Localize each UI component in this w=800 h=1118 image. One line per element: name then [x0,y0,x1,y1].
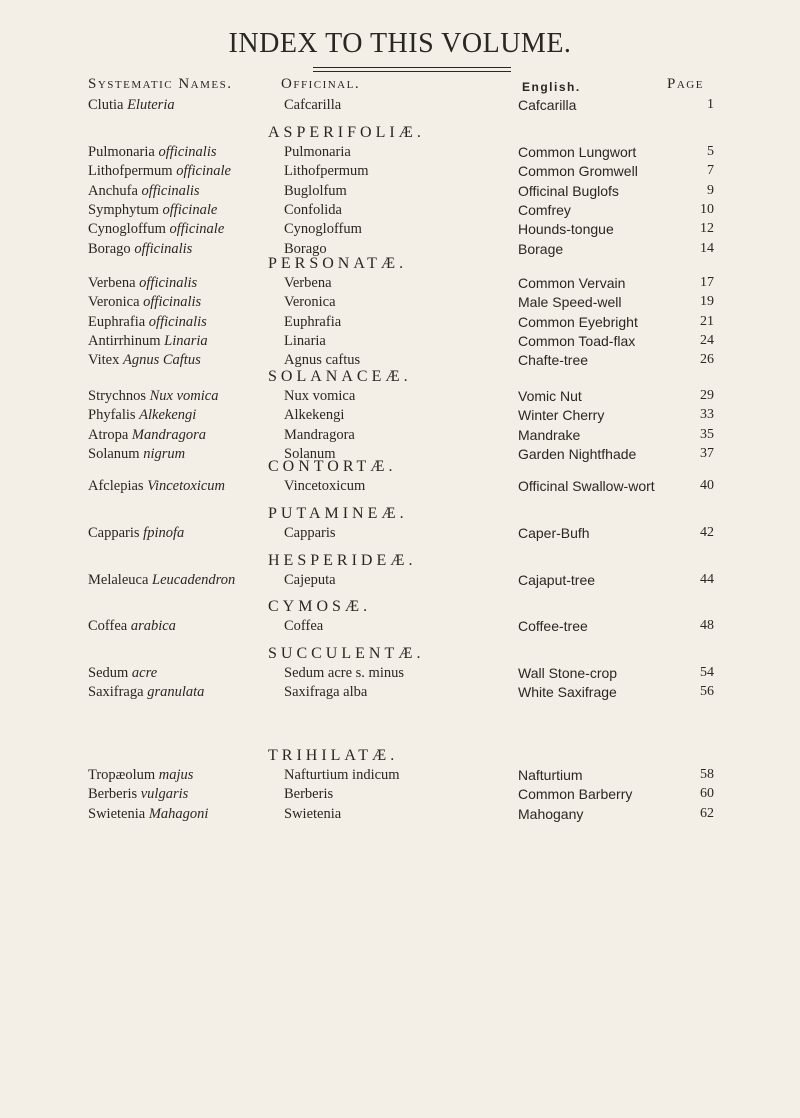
species: Leucadendron [152,572,236,588]
title-rule-lower [313,71,511,72]
systematic-name [88,786,188,803]
english-name: Chafte-tree [518,352,589,369]
systematic-name [88,427,206,444]
genus: Sedum [88,665,129,681]
genus: Symphytum [88,201,159,218]
officinal-name: Solanum [284,445,336,462]
systematic-name [88,407,196,424]
genus: Melaleuca [88,572,149,588]
officinal-name: Cynogloffum [284,221,362,238]
systematic-name [88,806,208,823]
officinal-name: Alkekengi [284,407,345,424]
english-name: Common Lungwort [518,144,637,160]
species: Agnus Caftus [122,352,201,369]
systematic-name [88,275,197,292]
species: officinale [169,221,225,238]
page-number: 60 [700,786,714,802]
species: fpinofa [143,525,185,541]
officinal-name: Linaria [284,332,326,349]
page-title: INDEX TO THIS VOLUME. [228,28,572,59]
officinal-name: Vincetoxicum [284,478,366,494]
officinal-name: Euphrafia [284,313,342,330]
officinal-name: Verbena [284,275,332,291]
officinal-name: Veronica [284,294,336,311]
genus: Strychnos [88,388,146,404]
species: officinalis [148,313,207,330]
genus: Solanum [88,445,140,462]
family-heading: CYMOSÆ. [268,598,372,615]
systematic-name [88,446,185,463]
genus: Cynogloffum [88,221,166,238]
systematic-name [88,314,207,331]
english-name: Common Vervain [518,275,626,291]
family-heading: SUCCULENTÆ. [268,645,425,662]
genus: Phyfalis [88,407,136,424]
systematic-name [88,294,201,311]
page-number: 5 [707,144,714,159]
systematic-name [88,241,192,258]
officinal-name: Cajeputa [284,572,336,588]
species: Vincetoxicum [147,478,226,494]
systematic-name [88,388,218,405]
genus: Saxifraga [88,684,144,701]
systematic-name [88,767,193,784]
english-name: Mandrake [518,426,581,443]
header-english: English. [522,80,581,94]
page-number: 1 [707,97,714,112]
family-heading: ASPERIFOLIÆ. [268,124,425,141]
species: officinalis [139,275,198,291]
systematic-name [88,684,204,701]
english-name: Common Toad-flax [518,332,636,349]
genus: Atropa [88,426,129,443]
species: officinalis [158,144,217,160]
english-name: Mahogany [518,805,584,822]
genus: Lithofpermum [88,163,173,180]
family-heading: TRIHILATÆ. [268,747,399,764]
page-number: 24 [700,332,714,348]
genus: Euphrafia [88,313,146,330]
species: officinalis [141,182,200,199]
index-row [0,684,800,706]
species: officinale [162,201,218,218]
officinal-name: Mandragora [284,426,355,443]
page-number: 7 [707,163,714,179]
page-number: 54 [700,665,714,680]
genus: Pulmonaria [88,144,155,160]
officinal-name: Lithofpermum [284,163,369,180]
index-row [0,618,800,640]
systematic-name [88,333,208,350]
page-number: 58 [700,767,714,782]
systematic-name [88,572,235,589]
systematic-name [88,665,157,682]
index-row [0,572,800,594]
systematic-name [88,97,175,114]
species: Alkekengi [139,407,197,424]
english-name: Common Gromwell [518,163,638,180]
family-heading: PUTAMINEÆ. [268,505,408,522]
page-number: 26 [700,352,714,368]
officinal-name: Confolida [284,201,342,218]
header-systematic: Systematic Names. [88,76,233,92]
page-number: 21 [700,313,714,329]
officinal-name: Nafturtium indicum [284,767,400,783]
genus: Tropæolum [88,767,156,783]
english-name: Cajaput-tree [518,572,596,588]
systematic-name [88,202,217,219]
page-number: 29 [700,388,714,403]
species: majus [158,767,194,783]
officinal-name: Sedum acre s. minus [284,665,405,681]
english-name: Nafturtium [518,767,583,783]
page-number: 14 [700,240,714,256]
family-heading: HESPERIDEÆ. [268,552,417,569]
genus: Swietenia [88,805,146,822]
family-heading: SOLANACEÆ. [268,368,412,385]
english-name: Common Eyebright [518,313,638,330]
genus: Capparis [88,525,140,541]
page-number: 37 [700,445,714,461]
systematic-name [88,144,216,161]
page-number: 56 [700,684,714,700]
species: vulgaris [140,786,189,803]
english-name: White Saxifrage [518,684,617,701]
officinal-name: Pulmonaria [284,144,351,160]
page-number: 62 [700,805,714,821]
genus: Verbena [88,275,136,291]
genus: Afclepias [88,478,144,494]
species: officinale [176,163,231,180]
species: nigrum [143,445,186,462]
species: acre [131,665,158,681]
officinal-name: Coffea [284,618,324,634]
genus: Veronica [88,294,140,311]
family-heading: PERSONATÆ. [268,255,408,272]
systematic-name [88,618,176,635]
page-number: 40 [700,478,714,493]
officinal-name: Buglolfum [284,182,347,199]
systematic-name [88,221,224,238]
index-row [0,525,800,547]
english-name: Winter Cherry [518,407,605,424]
officinal-name: Saxifraga alba [284,684,368,701]
officinal-name: Cafcarilla [284,97,342,113]
english-name: Comfrey [518,201,571,218]
english-name: Male Speed-well [518,294,622,311]
page-number: 42 [700,525,714,540]
index-row [0,446,800,468]
index-row [0,478,800,500]
english-name: Garden Nightfhade [518,445,637,462]
english-name: Common Barberry [518,786,633,803]
officinal-name: Capparis [284,525,336,541]
systematic-name [88,478,225,495]
genus: Anchufa [88,182,138,199]
page-number: 44 [700,572,714,587]
species: officinalis [143,294,202,311]
officinal-name: Nux vomica [284,388,356,404]
species: granulata [147,684,205,701]
page-number: 10 [700,201,714,217]
species: Mandragora [131,426,207,443]
english-name: Hounds-tongue [518,221,614,238]
index-row-top [0,97,800,119]
page-number: 19 [700,294,714,310]
genus: Coffea [88,618,128,634]
english-name: Officinal Buglofs [518,182,619,199]
systematic-name [88,163,231,180]
page-number: 48 [700,618,714,633]
header-officinal: Officinal. [281,76,361,92]
english-name: Wall Stone-crop [518,665,618,681]
species: arabica [130,618,176,634]
english-name: Borage [518,240,564,257]
family-heading: CONTORTÆ. [268,458,397,475]
english-name: Caper-Bufh [518,525,590,541]
genus: Berberis [88,786,138,803]
species: officinalis [134,240,193,257]
english-name: Vomic Nut [518,388,582,404]
english-name: Officinal Swallow-wort [518,478,655,494]
species: Linaria [164,332,208,349]
index-row [0,806,800,828]
officinal-name: Agnus caftus [284,352,361,369]
species: Eluteria [127,97,175,113]
genus: Clutia [88,97,124,113]
page-number: 12 [700,221,714,237]
genus: Borago [88,240,131,257]
genus: Vitex [88,352,120,369]
title-rule [313,67,511,68]
english-name: Coffee-tree [518,618,588,634]
officinal-name: Borago [284,240,327,257]
header-page: Page [667,76,704,92]
officinal-name: Swietenia [284,805,342,822]
page-number: 9 [707,182,714,198]
officinal-name: Berberis [284,786,334,803]
genus: Antirrhinum [88,332,161,349]
page-number: 33 [700,407,714,423]
species: Nux vomica [149,388,219,404]
species: Mahagoni [148,805,209,822]
systematic-name [88,183,200,200]
page-number: 35 [700,426,714,442]
systematic-name [88,352,201,369]
english-name: Cafcarilla [518,97,577,113]
systematic-name [88,525,184,542]
page-number: 17 [700,275,714,290]
